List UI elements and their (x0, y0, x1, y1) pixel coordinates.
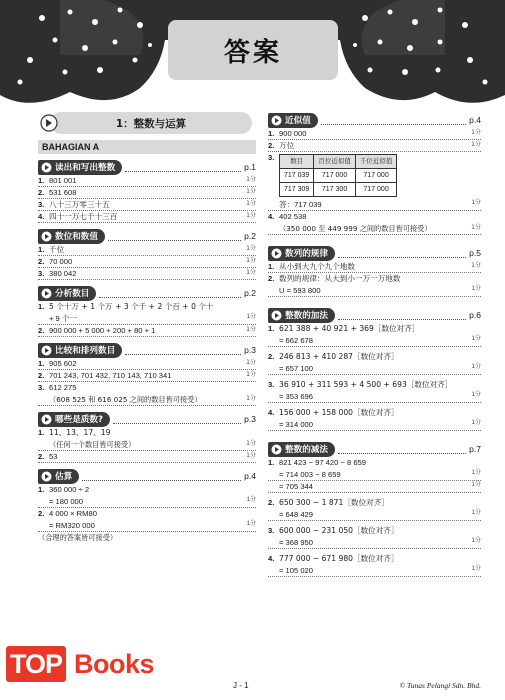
mark-label: 1分 (471, 538, 481, 544)
answer-text: 从小到大九个九个地数 (279, 262, 355, 271)
left-column (38, 112, 256, 543)
mark-label: 1分 (471, 129, 481, 136)
title-box (168, 20, 338, 80)
section-tag (38, 343, 122, 358)
section-page: p.6 (469, 310, 481, 320)
answer-continuation: = 368 950 (279, 538, 313, 547)
answer-text: 612 275 (49, 383, 77, 392)
mark-label: 1分 (471, 224, 481, 231)
mark-label: 1分 (246, 188, 256, 195)
section-approximation: 近似值 p.4 1. 900 000 1分 2. 万位 1分 3. 数目 百位近似值 千位近似值 717 039 717 000 717 000 717 309 717 300 717 000 答：717 039 1分 4. 402 538 （350 000 至 449 999 之间的数目皆可接受） 1分 (268, 112, 481, 235)
mark-label: 1分 (471, 392, 481, 398)
section-tag (38, 286, 96, 301)
mark-label: 1分 (471, 262, 481, 269)
answer-text: 402 538 (279, 212, 307, 221)
answer-text: 701 243, 701 432, 710 143, 710 341 (49, 371, 172, 380)
mark-label: 1分 (471, 482, 481, 488)
section-page: p.2 (244, 231, 256, 241)
mark-label: 1分 (471, 200, 481, 206)
section-title: 整数的加法 (285, 311, 328, 321)
answer-continuation: = 180 000 (49, 497, 83, 506)
table-row: 717 039 717 000 717 000 (280, 169, 397, 183)
section-tag (268, 113, 318, 128)
answer-continuation: = RM320 000 (49, 521, 95, 530)
section-title: 估算 (55, 472, 73, 482)
chapter-arrow-icon (40, 114, 58, 132)
answer-text: 801 001 (49, 176, 77, 185)
mark-label: 1分 (246, 200, 256, 207)
answer-text: 777 000 − 671 980［数位对齐］ (279, 554, 399, 563)
arrow-icon (41, 231, 52, 242)
section-title: 读出和写出整数 (55, 163, 116, 173)
bahagian-label: BAHAGIAN A (38, 140, 256, 154)
mark-label: 1分 (471, 470, 481, 476)
section-title: 分析数目 (55, 289, 90, 299)
answer-text: 360 000 ÷ 2 (49, 485, 90, 494)
answer-text: 4 000 × RM80 (49, 509, 97, 518)
chapter-title: 1：整数与运算 (115, 117, 187, 130)
mark-label: 1分 (246, 371, 256, 378)
answer-continuation: = 105 020 (279, 566, 313, 575)
answer-continuation: U = 593 800 (279, 286, 321, 295)
section-tag (268, 246, 335, 261)
mark-label: 1分 (246, 395, 256, 402)
section-tag (38, 469, 79, 484)
answer-continuation: = 714 003 − 8 659 (279, 470, 341, 479)
section-page: p.3 (244, 345, 256, 355)
section-tag (268, 442, 335, 457)
logo-books-text: Books (74, 649, 155, 679)
answer-text: 531 608 (49, 188, 77, 197)
arrow-icon (41, 471, 52, 482)
answer-continuation: = 662 678 (279, 336, 313, 345)
mark-label: 1分 (471, 510, 481, 516)
section-prime: 哪些是质数? p.3 1. 11、13、17、19 （任何一个数目皆可接受） 1分 2. 53 1分 (38, 411, 256, 463)
arrow-icon (41, 345, 52, 356)
answer-note: （608 525 和 616 025 之间的数目皆可接受） (49, 395, 202, 404)
arrow-icon (41, 162, 52, 173)
arrow-icon (271, 248, 282, 259)
section-tag (38, 412, 110, 427)
mark-label: 1分 (246, 212, 256, 219)
section-addition: 整数的加法 p.6 1. 621 388 + 40 921 + 369［数位对齐］ = 662 678 1分 2. 246 813 + 410 287［数位对齐］ = 657 100 1分 3. 36 910 + 311 593 + 4 500 + 693［数位对齐］ = 353 696 1分 4. 156 000 + 158 000［数位对齐］ = 314 000 1分 (268, 307, 481, 431)
section-tag (268, 308, 335, 323)
answer-note: （任何一个数目皆可接受） (49, 440, 136, 449)
answer-text: 四十一万七千十三百 (49, 212, 118, 221)
answer-continuation: = 648 429 (279, 510, 313, 519)
section-title: 近似值 (285, 116, 311, 126)
section-page: p.4 (469, 115, 481, 125)
answer-text: 千位 (49, 245, 65, 254)
mark-label: 1分 (471, 566, 481, 572)
table-row: 717 309 717 300 717 000 (280, 183, 397, 197)
mark-label: 1分 (246, 440, 256, 447)
answer-text: 905 602 (49, 359, 77, 368)
arrow-icon (41, 288, 52, 299)
approximation-table (279, 154, 397, 197)
answer-text: 600 000 − 231 050［数位对齐］ (279, 526, 399, 535)
table-header: 百位近似值 (314, 155, 356, 169)
answer-text: 53 (49, 452, 58, 461)
section-title: 数列的规律 (285, 249, 328, 259)
answer-text: 万位 (279, 141, 295, 150)
answer-continuation: + 9 个一 (49, 314, 78, 323)
mark-label: 1分 (471, 141, 481, 148)
answer-text: 380 042 (49, 269, 77, 278)
answer-text: 246 813 + 410 287［数位对齐］ (279, 352, 399, 361)
table-answer: 答：717 039 (279, 200, 322, 209)
section-read-write: 读出和写出整数 p.1 1. 801 001 1分 2. 531 608 1分 3. 八十三万零三十五 1分 4. 四十一万七千十三百 1分 (38, 159, 256, 223)
arrow-icon (41, 414, 52, 425)
chapter-heading (50, 112, 252, 134)
mark-label: 1分 (471, 336, 481, 342)
answer-text: 11、13、17、19 (49, 428, 111, 437)
mark-label: 1分 (246, 497, 256, 503)
section-subtraction: 整数的减法 p.7 1. 821 423 − 97 420 − 8 659 = 714 003 − 8 659 1分 = 705 344 1分 2. 650 300 − 1 871［数位对齐］ = 648 429 1分 3. 600 000 − 231 050［数位对齐］ = 368 950 1分 4. 777 000 − 671 980［数位对齐］ = 105 020 1分 (268, 441, 481, 577)
mark-label: 1分 (246, 326, 256, 333)
section-tag (38, 229, 105, 244)
answer-note: （350 000 至 449 999 之间的数目皆可接受） (279, 224, 432, 233)
topbooks-logo (2, 640, 202, 690)
arrow-icon (271, 115, 282, 126)
mark-label: 1分 (246, 314, 256, 320)
section-tag (38, 160, 122, 175)
section-title: 数位和数值 (55, 232, 98, 242)
arrow-icon (271, 444, 282, 455)
section-estimate: 估算 p.4 1. 360 000 ÷ 2 = 180 000 1分 2. 4 000 × RM80 = RM320 000 1分 （合理的答案皆可接受） (38, 468, 256, 543)
section-page: p.1 (244, 162, 256, 172)
mark-label: 1分 (246, 257, 256, 264)
header-banner (0, 0, 505, 118)
answer-text: 650 300 − 1 871［数位对齐］ (279, 498, 389, 507)
right-column (268, 112, 481, 577)
logo-top-text: TOP (6, 646, 66, 682)
mark-label: 1分 (471, 420, 481, 426)
mark-label: 1分 (471, 364, 481, 370)
copyright-text: © Tunas Pelangi Sdn. Bhd. (399, 681, 481, 690)
mark-label: 1分 (246, 452, 256, 459)
answer-text: 5 个十万 + 1 个万 + 3 个千 + 2 个百 + 0 个十 (49, 302, 214, 311)
mark-label: 1分 (246, 176, 256, 183)
page-title: 答案 (223, 37, 282, 68)
answer-text: 36 910 + 311 593 + 4 500 + 693［数位对齐］ (279, 380, 453, 389)
section-page: p.5 (469, 248, 481, 258)
answer-continuation: = 314 000 (279, 420, 313, 429)
mark-label: 1分 (246, 521, 256, 527)
section-analyse: 分析数目 p.2 1. 5 个十万 + 1 个万 + 3 个千 + 2 个百 + 0 个十 + 9 个一 1分 2. 900 000 + 5 000 + 200 + 80 + 1 1分 (38, 285, 256, 337)
answer-continuation: = 705 344 (279, 482, 313, 491)
mark-label: 1分 (246, 245, 256, 252)
section-page: p.2 (244, 288, 256, 298)
section-title: 比较和排列数目 (55, 346, 116, 356)
section-page: p.3 (244, 414, 256, 424)
section-page: p.4 (244, 471, 256, 481)
arrow-icon (271, 310, 282, 321)
answer-text: 156 000 + 158 000［数位对齐］ (279, 408, 399, 417)
answer-text: 900 000 + 5 000 + 200 + 80 + 1 (49, 326, 156, 335)
answer-text: 621 388 + 40 921 + 369［数位对齐］ (279, 324, 420, 333)
page-number: J - 1 (233, 681, 249, 690)
section-title: 整数的减法 (285, 445, 328, 455)
answer-text: 821 423 − 97 420 − 8 659 (279, 458, 366, 467)
mark-label: 1分 (246, 269, 256, 276)
answer-text: 数列的规律：从大到小一万一万地数 (279, 274, 401, 283)
answer-continuation: = 353 696 (279, 392, 313, 401)
section-page: p.7 (469, 444, 481, 454)
section-place-value: 数位和数值 p.2 1. 千位 1分 2. 70 000 1分 3. 380 042 1分 (38, 228, 256, 280)
section-pattern: 数列的规律 p.5 1. 从小到大九个九个地数 1分 2. 数列的规律：从大到小一万一万地数 U = 593 800 1分 (268, 245, 481, 297)
answer-text: 70 000 (49, 257, 73, 266)
answer-text: 900 000 (279, 129, 307, 138)
table-header: 千位近似值 (355, 155, 397, 169)
section-compare: 比较和排列数目 p.3 1. 905 602 1分 2. 701 243, 701 432, 710 143, 710 341 1分 3. 612 275 （608 525 和 616 025 之间的数目皆可接受） 1分 (38, 342, 256, 406)
answer-continuation: = 657 100 (279, 364, 313, 373)
mark-label: 1分 (471, 286, 481, 292)
mark-label: 1分 (246, 359, 256, 366)
table-header: 数目 (280, 155, 314, 169)
answer-note: （合理的答案皆可接受） (38, 533, 118, 542)
section-title: 哪些是质数? (55, 415, 103, 425)
answer-text: 八十三万零三十五 (49, 200, 110, 209)
